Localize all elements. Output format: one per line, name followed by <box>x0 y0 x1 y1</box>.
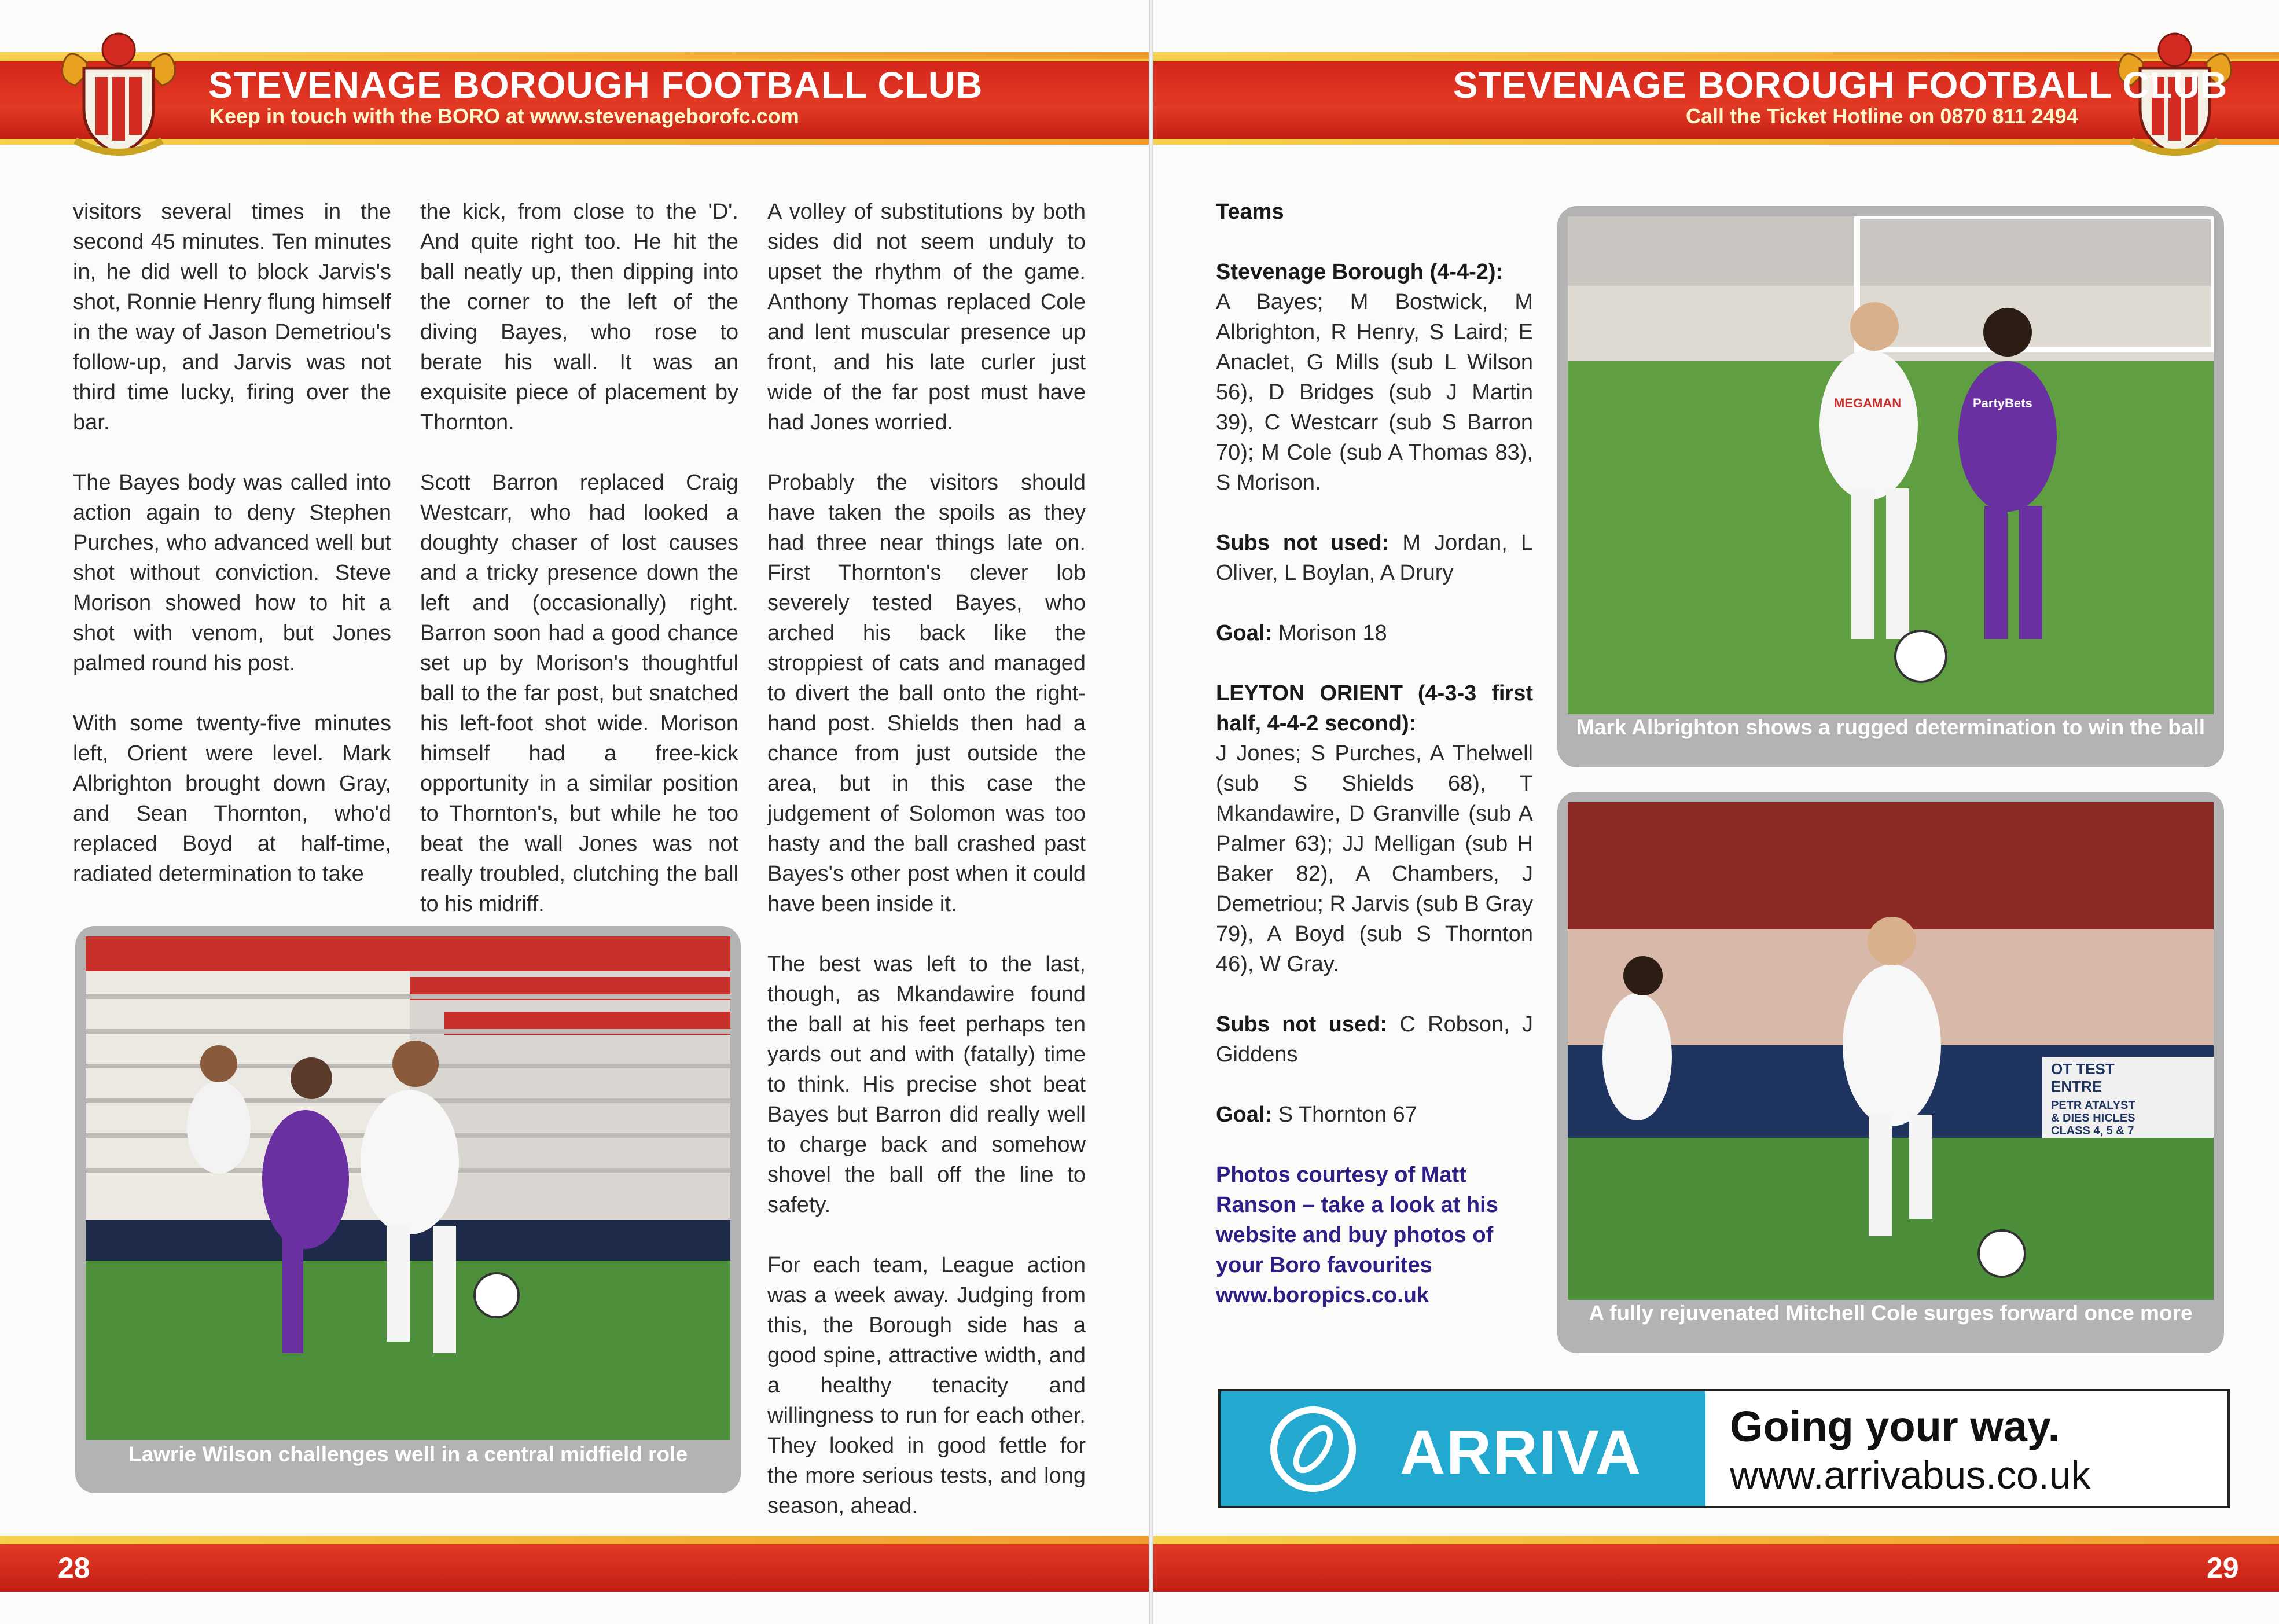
footer-band <box>0 1544 1149 1592</box>
arriva-advert[interactable] <box>1218 1389 2230 1508</box>
paragraph: Scott Barron replaced Craig Westcarr, who had looked a doughty chaser of lost causes and a tricky presence down the left and (occasionally) right. Barron soon had a good chance set up by Morison's thoughtful ball to the far post, but snatched his left-foot shot wide. Morison himself had a free-kick opportunity in a similar position to Thornton's, but while he too beat the wall Jones was not really troubled, clutching the ball to his midriff. <box>420 471 738 916</box>
orient-subs: C Robson, J Giddens <box>1216 1012 1533 1067</box>
board-text: ENTRE <box>2051 1078 2102 1095</box>
page-number: 29 <box>2207 1552 2239 1584</box>
stevenage-lineup: A Bayes; M Bostwick, M Albrighton, R Henry, S Laird; E Anaclet, G Mills (sub L Wilson 56), D Bridges (sub J Martin 39), C Westcarr (sub S Barron 70); M Cole (sub A Thomas 83), S Morison. <box>1216 290 1533 495</box>
arriva-tagline: Going your way. <box>1730 1402 2060 1450</box>
club-tagline: Keep in touch with the BORO at www.stevenageborofc.com <box>209 104 799 128</box>
right-page <box>1153 0 2279 1624</box>
photo-albrighton <box>1568 216 2214 714</box>
arriva-brand: ARRIVA <box>1400 1417 1642 1487</box>
photo-caption: A fully rejuvenated Mitchell Cole surges forward once more <box>1589 1301 2193 1325</box>
club-title: STEVENAGE BOROUGH FOOTBALL CLUB <box>208 64 983 106</box>
spine-gutter <box>1149 0 1153 1624</box>
orient-subs-label: Subs not used: <box>1216 1012 1387 1037</box>
board-text: & DIES HICLES <box>2051 1112 2135 1125</box>
footer-band <box>1153 1544 2279 1592</box>
board-text: OT TEST <box>2051 1060 2115 1078</box>
teams-panel <box>1216 197 1533 1340</box>
photo-wilson-card <box>75 926 741 1493</box>
photo-cole-card <box>1557 792 2224 1353</box>
orient-goal-label: Goal: <box>1216 1103 1273 1127</box>
arriva-logo-icon <box>1267 1403 1359 1496</box>
article-column-2 <box>420 197 738 949</box>
paragraph: visitors several times in the second 45 minutes. Ten minutes in, he did well to block Jarvis's shot, Ronnie Henry flung himself in the way of Jason Demetriou's follow-up, and Jarvis was not third time lucky, firing over the bar. <box>73 200 391 435</box>
paragraph: the kick, from close to the 'D'. And quite right too. He hit the ball neatly up, then dipping into the corner to the left of the diving Bayes, who rose to berate his wall. It was an exquisite piece of placement by Thornton. <box>420 200 738 435</box>
shirt-sponsor-text: PartyBets <box>1973 396 2032 410</box>
photo-caption: Lawrie Wilson challenges well in a central midfield role <box>128 1442 688 1466</box>
stevenage-heading: Stevenage Borough (4-4-2): <box>1216 260 1504 284</box>
stevenage-subs: M Jordan, L Oliver, L Boylan, A Drury <box>1216 531 1533 585</box>
board-text: PETR ATALYST <box>2051 1099 2135 1112</box>
footer-gold-stripe <box>0 1536 1149 1544</box>
arriva-logo-panel <box>1221 1391 1705 1506</box>
club-crest-icon <box>52 22 185 161</box>
club-title: STEVENAGE BOROUGH FOOTBALL CLUB <box>1453 64 2228 106</box>
orient-heading: LEYTON ORIENT (4-3-3 first half, 4-4-2 second): <box>1216 681 1533 736</box>
page-number: 28 <box>58 1552 90 1584</box>
teams-heading: Teams <box>1216 200 1284 224</box>
footer-gold-stripe <box>1153 1536 2279 1544</box>
paragraph: The Bayes body was called into action again to deny Stephen Purches, who advanced well but shot without conviction. Steve Morison showed how to hit a shot with venom, but Jones palmed round his post. <box>73 471 391 675</box>
paragraph: The best was left to the last, though, as Mkandawire found the ball at his feet perhaps ten yards out and with (fatally) time to think. His precise shot beat Bayes but Barron did really well to charge back and somehow shovel the ball off the line to safety. <box>767 952 1086 1217</box>
board-text: CLASS 4, 5 & 7 <box>2051 1125 2134 1137</box>
photo-albrighton-card <box>1557 206 2224 767</box>
photo-caption: Mark Albrighton shows a rugged determination to win the ball <box>1576 715 2206 739</box>
stevenage-subs-label: Subs not used: <box>1216 531 1390 555</box>
stevenage-goal-label: Goal: <box>1216 621 1273 645</box>
stevenage-goal: Morison 18 <box>1278 621 1387 645</box>
paragraph: With some twenty-five minutes left, Orient were level. Mark Albrighton brought down Gray, and Sean Thornton, who'd replaced Boyd at half-time, radiated determination to take <box>73 711 391 886</box>
ticket-hotline: Call the Ticket Hotline on 0870 811 2494 <box>1686 104 2078 128</box>
article-column-1 <box>73 197 391 919</box>
photo-credit: Photos courtesy of Matt Ranson – take a look at his website and buy photos of your Boro favourites www.boropics.co.uk <box>1216 1163 1498 1307</box>
orient-goal: S Thornton 67 <box>1278 1103 1417 1127</box>
photo-cole <box>1568 802 2214 1300</box>
paragraph: Probably the visitors should have taken the spoils as they had three near things late on. First Thornton's clever lob severely tested Bayes, who arched his back like the stroppiest of cats and managed to divert the ball onto the right-hand post. Shields then had a chance from just outside the area, but in this case the judgement of Solomon was too hasty and the ball crashed past Bayes's other post when it could have been inside it. <box>767 471 1086 916</box>
article-column-3 <box>767 197 1086 1551</box>
paragraph: For each team, League action was a week away. Judging from this, the Borough side has a good spine, attractive width, and a healthy tenacity and willingness to run for each other. They looked in good fettle for the more serious tests, and long season, ahead. <box>767 1253 1086 1518</box>
paragraph: A volley of substitutions by both sides did not seem unduly to upset the rhythm of the game. Anthony Thomas replaced Cole and lent muscular presence up front, and his late curler just wide of the far post must have had Jones worried. <box>767 200 1086 435</box>
shirt-sponsor-text: MEGAMAN <box>1834 396 1902 410</box>
photo-wilson <box>86 936 730 1440</box>
orient-lineup: J Jones; S Purches, A Thelwell (sub S Shields 68), T Mkandawire, D Granville (sub A Palmer 63); JJ Melligan (sub H Baker 82), A Chambers, J Demetriou; R Jarvis (sub B Gray 79), A Boyd (sub S Thornton 46), W Gray. <box>1216 741 1533 976</box>
arriva-url[interactable]: www.arrivabus.co.uk <box>1730 1453 2091 1497</box>
